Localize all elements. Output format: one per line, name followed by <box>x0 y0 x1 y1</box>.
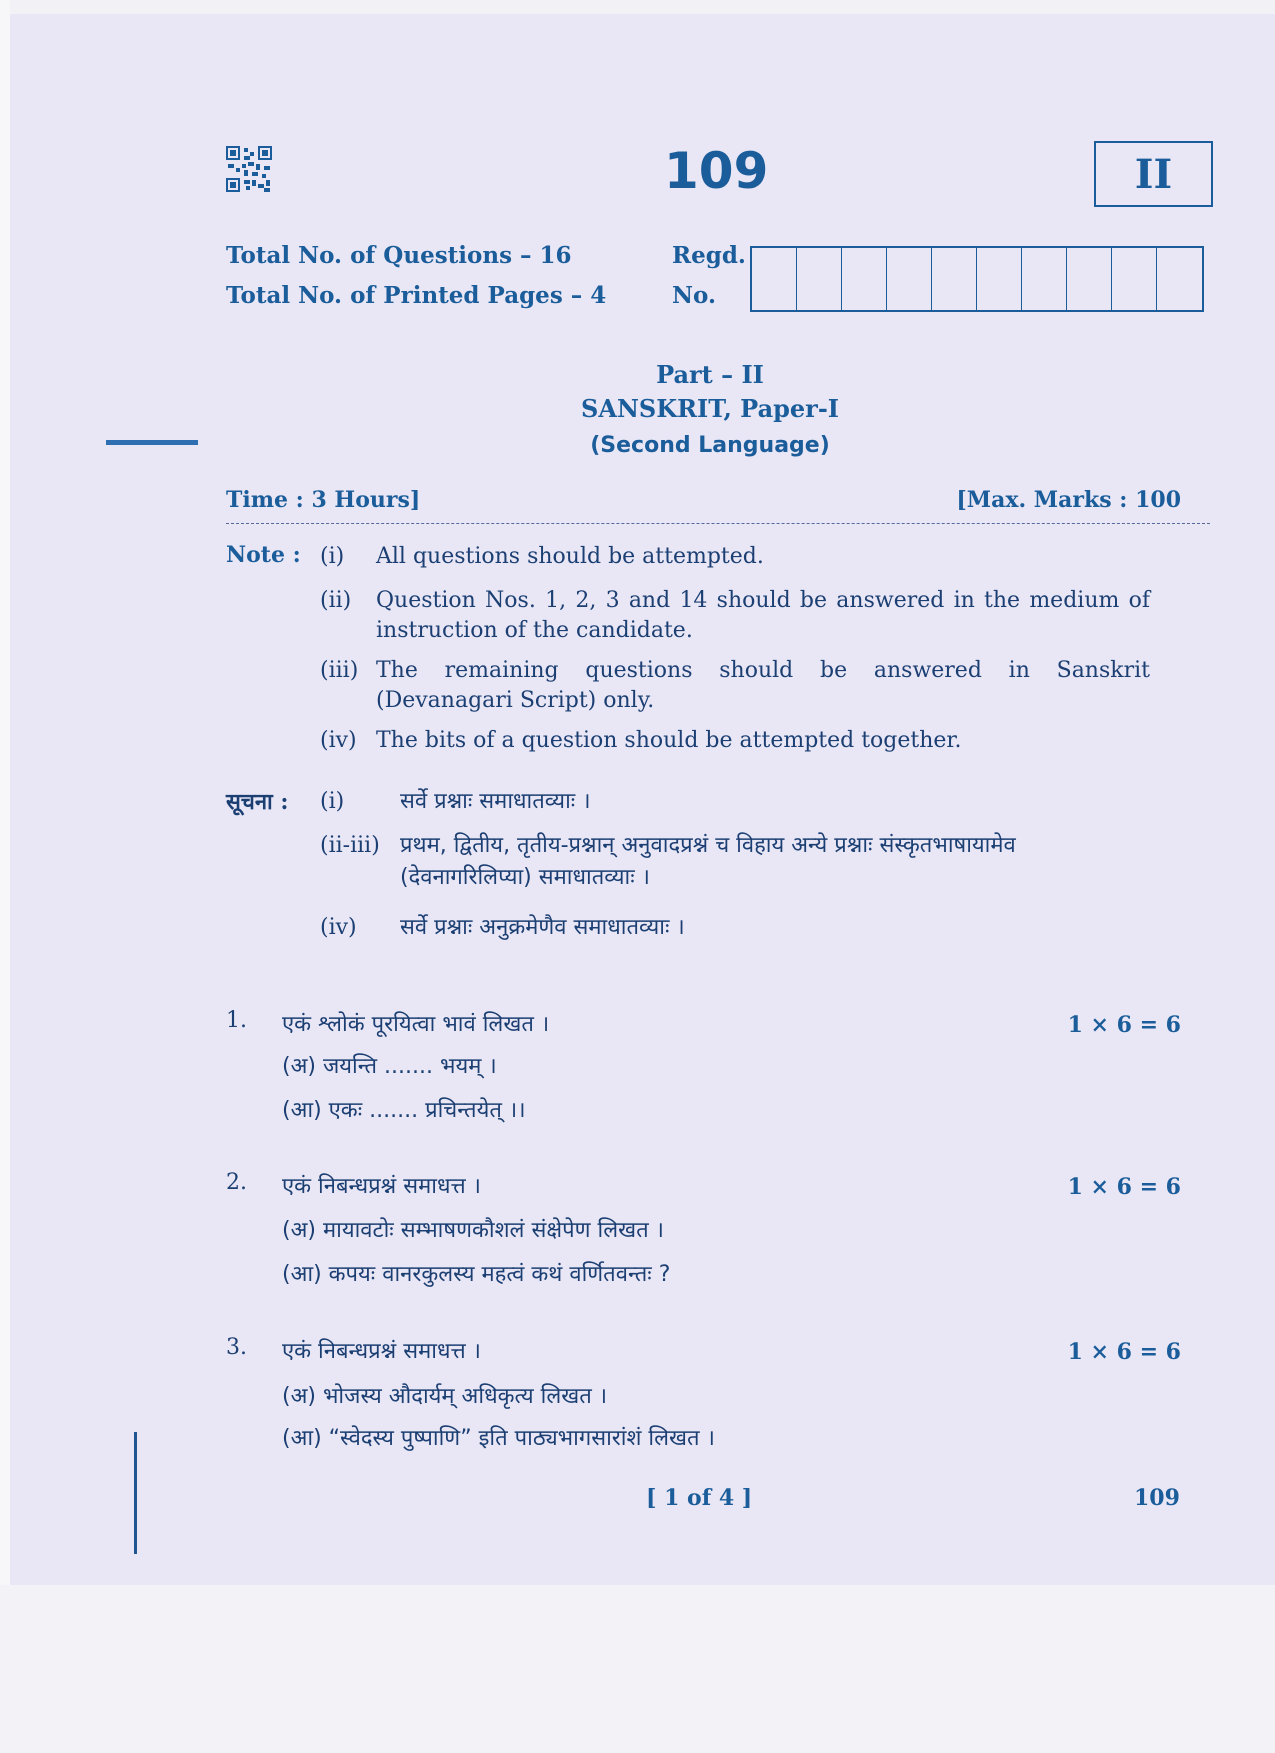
suchna-item-text: सर्वे प्रश्नाः समाधातव्याः । <box>400 789 591 814</box>
question-marks: 1 × 6 = 6 <box>1067 1339 1181 1365</box>
suchna-item-number: (i) <box>320 789 345 814</box>
note-item-number: (iii) <box>320 658 359 683</box>
question-number: 1. <box>226 1008 247 1033</box>
regd-label-line1: Regd. <box>672 242 746 269</box>
question-number: 2. <box>226 1170 247 1195</box>
regd-digit-cell[interactable] <box>887 248 932 310</box>
note-item-number: (iv) <box>320 728 357 753</box>
scan-border-bottom <box>0 1585 1275 1753</box>
note-item <box>320 542 1150 572</box>
question-option: (आ) कपयः वानरकुलस्य महत्वं कथं वर्णितवन्तः ? <box>282 1262 671 1287</box>
question-option: (आ) “स्वेदस्य पुष्पाणि” इति पाठ्यभागसारांशं लिखत । <box>282 1426 715 1451</box>
page-indicator: [ 1 of 4 ] <box>646 1485 753 1511</box>
note-item-text: All questions should be attempted. <box>376 544 764 569</box>
max-marks-label: [Max. Marks : 100 <box>956 487 1181 513</box>
part-title: Part – II <box>656 360 764 389</box>
question-number: 3. <box>226 1335 247 1360</box>
qr-code-icon <box>226 146 272 192</box>
margin-pen-mark <box>106 440 198 445</box>
regd-digit-cell[interactable] <box>1157 248 1202 310</box>
time-label: Time : 3 Hours] <box>226 487 421 513</box>
question-option: (अ) भोजस्य औदार्यम् अधिकृत्य लिखत । <box>282 1384 608 1409</box>
question-option: (अ) मायावटोः सम्भाषणकौशलं संक्षेपेण लिखत । <box>282 1218 664 1243</box>
regd-digit-cell[interactable] <box>977 248 1022 310</box>
language-subtitle: (Second Language) <box>590 433 830 458</box>
note-item <box>320 656 1150 716</box>
scan-border-top <box>0 0 1275 14</box>
total-questions: Total No. of Questions – 16 <box>226 242 572 269</box>
regd-digit-cell[interactable] <box>1067 248 1112 310</box>
note-item <box>320 726 1150 756</box>
margin-vertical-mark <box>134 1432 137 1554</box>
note-label: Note : <box>226 542 301 568</box>
registration-number-grid[interactable] <box>750 246 1204 312</box>
paper-code: 109 <box>664 142 769 200</box>
note-item-text: Question Nos. 1, 2, 3 and 14 should be answered in the medium of instruction of the candidate. <box>376 588 1150 643</box>
note-item <box>320 586 1150 646</box>
question-option: (अ) जयन्ति ....... भयम् । <box>282 1054 497 1079</box>
suchna-item <box>320 830 1150 894</box>
scan-border-left <box>0 0 10 1753</box>
regd-digit-cell[interactable] <box>932 248 977 310</box>
regd-digit-cell[interactable] <box>797 248 842 310</box>
regd-label-line2: No. <box>672 282 716 309</box>
suchna-item-number: (iv) <box>320 915 357 940</box>
footer-paper-code: 109 <box>1134 1485 1180 1511</box>
note-item-text: The bits of a question should be attempted together. <box>376 728 962 753</box>
question-text: एकं श्लोकं पूरयित्वा भावं लिखत । <box>282 1012 550 1037</box>
suchna-item-text: प्रथम, द्वितीय, तृतीय-प्रश्नान् अनुवादप्रश्नं च विहाय अन्ये प्रश्नाः संस्कृतभाषायामेव (देवनागरिलिप्या) समाधातव्याः । <box>400 833 1016 890</box>
question-text: एकं निबन्धप्रश्नं समाधत्त । <box>282 1339 482 1364</box>
note-item-number: (i) <box>320 544 345 569</box>
totals-block <box>226 236 606 316</box>
suchna-item-text: सर्वे प्रश्नाः अनुक्रमेणैव समाधातव्याः । <box>400 915 685 940</box>
regd-digit-cell[interactable] <box>752 248 797 310</box>
header-divider <box>226 523 1210 524</box>
set-label-box <box>1094 141 1213 207</box>
regd-label <box>672 236 746 316</box>
regd-digit-cell[interactable] <box>1112 248 1157 310</box>
subject-title: SANSKRIT, Paper-I <box>580 394 840 423</box>
suchna-item-number: (ii-iii) <box>320 833 380 858</box>
suchna-item <box>320 786 1150 818</box>
suchna-label: सूचना : <box>226 789 289 815</box>
suchna-item <box>320 912 1150 944</box>
regd-digit-cell[interactable] <box>1022 248 1067 310</box>
set-label: II <box>1134 150 1173 198</box>
note-item-number: (ii) <box>320 588 352 613</box>
regd-digit-cell[interactable] <box>842 248 887 310</box>
question-marks: 1 × 6 = 6 <box>1067 1012 1181 1038</box>
note-item-text: The remaining questions should be answered in Sanskrit (Devanagari Script) only. <box>376 658 1150 713</box>
title-block <box>500 358 920 466</box>
question-option: (आ) एकः ....... प्रचिन्तयेत् ।। <box>282 1098 526 1123</box>
total-pages: Total No. of Printed Pages – 4 <box>226 282 607 309</box>
question-text: एकं निबन्धप्रश्नं समाधत्त । <box>282 1174 482 1199</box>
question-marks: 1 × 6 = 6 <box>1067 1174 1181 1200</box>
